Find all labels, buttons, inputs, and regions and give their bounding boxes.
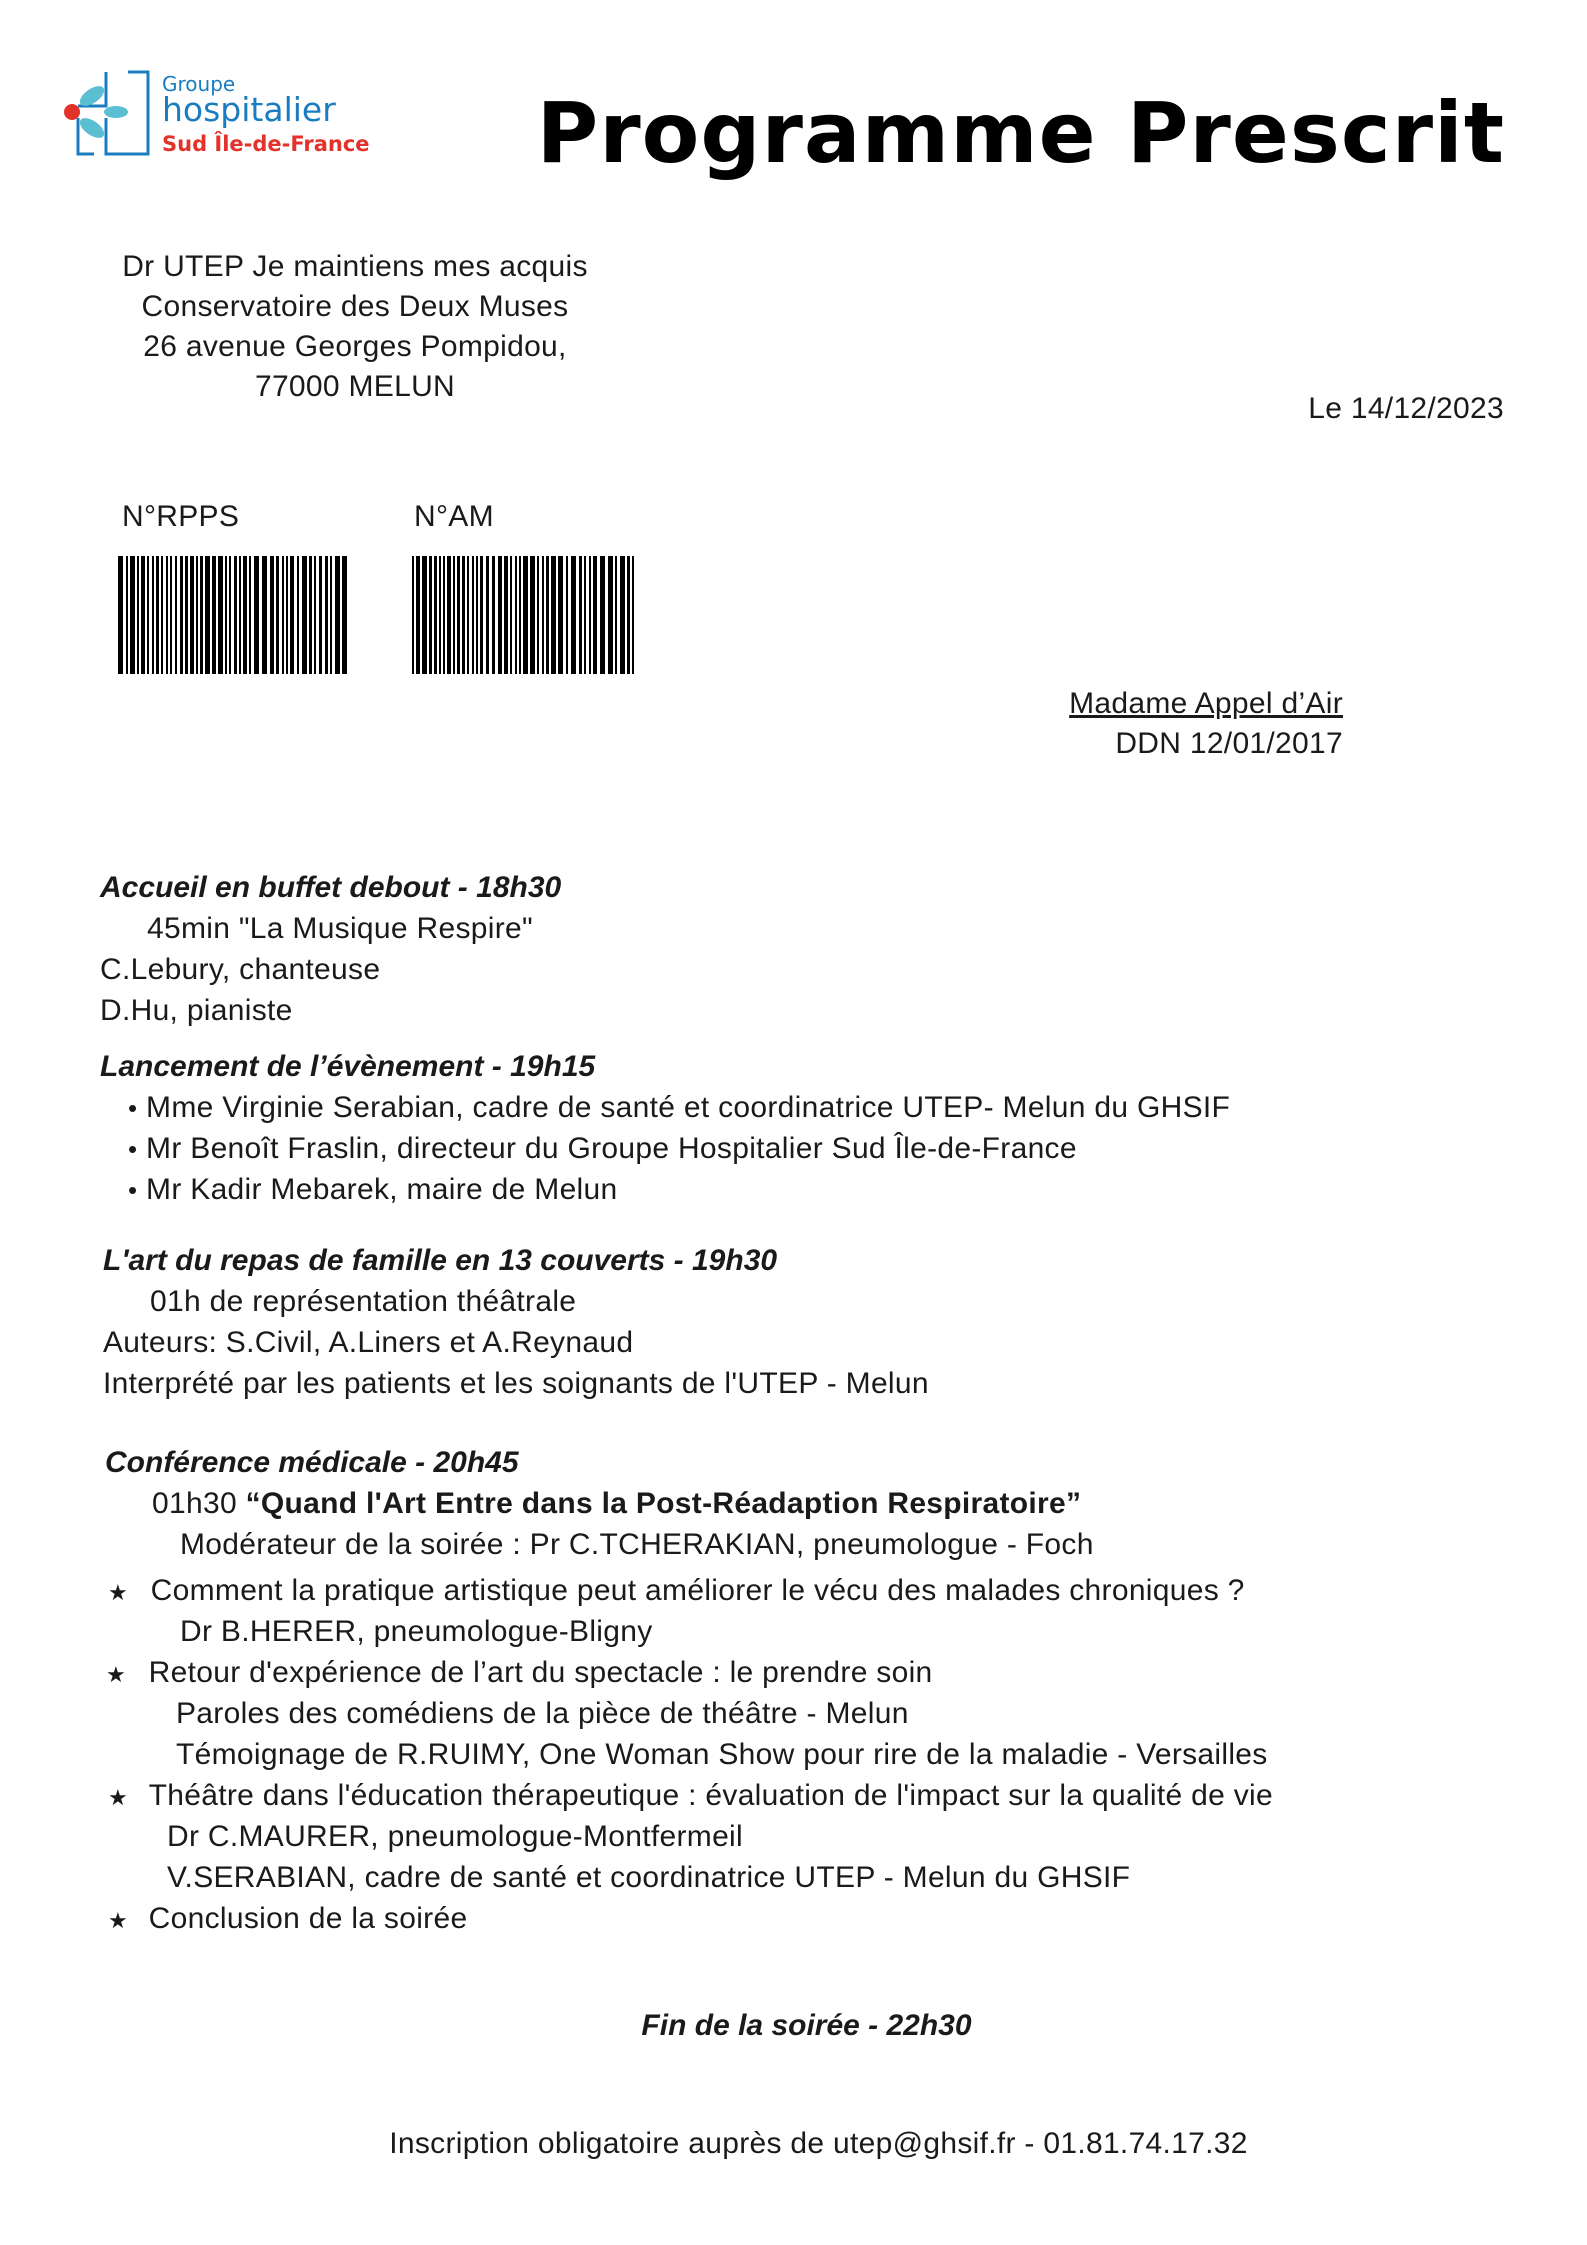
barcode-bar	[141, 556, 145, 674]
barcode-bar	[571, 556, 576, 674]
barcode-bar	[330, 556, 332, 674]
rpps-label: N°RPPS	[122, 500, 240, 533]
barcode-bar	[239, 556, 241, 674]
barcode-bar	[476, 556, 478, 674]
barcode-bar	[546, 556, 549, 674]
barcode-bar	[551, 556, 556, 674]
barcode-bar	[205, 556, 210, 674]
barcode-bar	[416, 556, 420, 674]
star-bullet-icon: ★	[108, 1580, 129, 1605]
barcode-bar	[282, 556, 284, 674]
section-line: Interprété par les patients et les soignants de l'UTEP - Melun	[103, 1367, 929, 1400]
barcode-bar	[480, 556, 483, 674]
barcode-bar	[212, 556, 216, 674]
barcode-bar	[589, 556, 591, 674]
barcode-bar	[542, 556, 544, 674]
footer-registration: Inscription obligatoire auprès de utep@ghsif.fr - 01.81.74.17.32	[389, 2127, 1248, 2160]
barcode-bar	[627, 556, 630, 674]
list-item-sub: Paroles des comédiens de la pièce de théâtre - Melun	[176, 1697, 909, 1730]
barcode-bar	[519, 556, 521, 674]
barcode-bar	[492, 556, 495, 674]
list-item	[128, 1129, 1077, 1169]
doctor-name: Dr UTEP Je maintiens mes acquis	[122, 250, 588, 283]
barcode-bar	[225, 556, 227, 674]
barcode-bar	[472, 556, 474, 674]
barcode-bar	[523, 556, 528, 674]
barcode-bar	[302, 556, 307, 674]
barcode-bar	[443, 556, 445, 674]
list-item	[106, 1653, 933, 1695]
barcode-bar	[147, 556, 149, 674]
logo-line-2: hospitalier	[162, 90, 336, 129]
barcode-bar	[270, 556, 274, 674]
rpps-barcode	[118, 556, 350, 674]
barcode-bar	[566, 556, 568, 674]
barcode-bar	[309, 556, 312, 674]
barcode-bar	[434, 556, 437, 674]
barcode-bar	[137, 556, 139, 674]
barcode-bar	[166, 556, 168, 674]
bullet-icon: •	[128, 1175, 138, 1205]
list-item-text: Mr Kadir Mebarek, maire de Melun	[146, 1173, 618, 1206]
doctor-place: Conservatoire des Deux Muses	[141, 290, 569, 323]
list-item-text: Théâtre dans l'éducation thérapeutique : évaluation de l'impact sur la qualité de vie	[148, 1779, 1273, 1812]
barcode-bar	[593, 556, 597, 674]
doctor-city: 77000 MELUN	[254, 370, 456, 403]
barcode-bar	[579, 556, 582, 674]
barcode-bar	[515, 556, 517, 674]
barcode-bar	[118, 556, 123, 674]
list-item	[108, 1776, 1273, 1818]
barcode-bar	[342, 556, 347, 674]
barcode-bar	[254, 556, 259, 674]
barcode-bar	[297, 556, 299, 674]
section-line: D.Hu, pianiste	[100, 994, 293, 1027]
barcode-bar	[196, 556, 198, 674]
barcode-bar	[170, 556, 172, 674]
section-heading: Lancement de l’évènement - 19h15	[100, 1050, 596, 1083]
barcode-bar	[620, 556, 625, 674]
barcode-bar	[584, 556, 586, 674]
patient-ddn: DDN 12/01/2017	[1115, 727, 1343, 760]
barcode-bar	[249, 556, 251, 674]
barcode-bar	[130, 556, 135, 674]
barcode-bar	[234, 556, 237, 674]
barcode-bar	[537, 556, 539, 674]
talk-duration: 01h30	[152, 1487, 237, 1520]
list-item-sub: V.SERABIAN, cadre de santé et coordinatrice UTEP - Melun du GHSIF	[167, 1861, 1131, 1894]
barcode-bar	[447, 556, 451, 674]
barcode-bar	[276, 556, 279, 674]
section-line: 01h de représentation théâtrale	[150, 1285, 577, 1318]
section-heading: Accueil en buffet debout - 18h30	[100, 871, 562, 904]
barcode-bar	[314, 556, 316, 674]
barcode-bar	[498, 556, 502, 674]
am-barcode	[412, 556, 642, 674]
section-line: 45min "La Musique Respire"	[147, 912, 533, 945]
barcode-bar	[126, 556, 128, 674]
list-item-text: Conclusion de la soirée	[148, 1902, 468, 1935]
list-item-sub: Dr B.HERER, pneumologue-Bligny	[180, 1615, 653, 1648]
barcode-bar	[200, 556, 203, 674]
barcode-bar	[290, 556, 294, 674]
barcode-bar	[422, 556, 427, 674]
barcode-bar	[243, 556, 247, 674]
barcode-bar	[180, 556, 183, 674]
list-item-text: Retour d'expérience de l’art du spectacle : le prendre soin	[148, 1656, 933, 1689]
bullet-icon: •	[128, 1134, 138, 1164]
list-item-sub: Dr C.MAURER, pneumologue-Montfermeil	[167, 1820, 743, 1853]
barcode-bar	[558, 556, 563, 674]
list-item-text: Comment la pratique artistique peut améliorer le vécu des malades chroniques ?	[150, 1574, 1245, 1607]
end-of-evening: Fin de la soirée - 22h30	[641, 2009, 972, 2042]
barcode-bar	[229, 556, 231, 674]
section-line: Auteurs: S.Civil, A.Liners et A.Reynaud	[103, 1326, 634, 1359]
logo-mark-icon	[58, 66, 158, 162]
barcode-bar	[504, 556, 508, 674]
section-heading: Conférence médicale - 20h45	[105, 1446, 519, 1479]
barcode-bar	[429, 556, 432, 674]
list-item	[108, 1571, 1245, 1613]
list-item	[128, 1170, 617, 1210]
barcode-bar	[175, 556, 177, 674]
barcode-bar	[325, 556, 328, 674]
barcode-bar	[600, 556, 605, 674]
barcode-bar	[218, 556, 223, 674]
barcode-bar	[412, 556, 414, 674]
barcode-bar	[161, 556, 163, 674]
barcode-bar	[262, 556, 267, 674]
section-heading: L'art du repas de famille en 13 couverts - 19h30	[103, 1244, 778, 1277]
talk-line	[152, 1484, 1081, 1524]
barcode-bar	[457, 556, 460, 674]
document-date: Le 14/12/2023	[1308, 392, 1504, 425]
star-bullet-icon: ★	[106, 1662, 127, 1687]
barcode-bar	[453, 556, 455, 674]
doctor-street: 26 avenue Georges Pompidou,	[143, 330, 567, 363]
barcode-bar	[530, 556, 535, 674]
barcode-bar	[286, 556, 288, 674]
barcode-bar	[462, 556, 465, 674]
logo	[58, 66, 370, 162]
list-item	[128, 1088, 1230, 1128]
section-line: C.Lebury, chanteuse	[100, 953, 381, 986]
barcode-bar	[467, 556, 469, 674]
barcode-bar	[608, 556, 613, 674]
star-bullet-icon: ★	[108, 1908, 129, 1933]
list-item-text: Mme Virginie Serabian, cadre de santé et coordinatrice UTEP- Melun du GHSIF	[146, 1091, 1231, 1124]
doctor-block	[60, 247, 650, 407]
barcode-bar	[510, 556, 512, 674]
barcode-bar	[319, 556, 322, 674]
barcode-bar	[615, 556, 617, 674]
star-bullet-icon: ★	[108, 1785, 129, 1810]
barcode-bar	[185, 556, 188, 674]
barcode-bar	[152, 556, 154, 674]
patient-name: Madame Appel d’Air	[1069, 687, 1343, 720]
barcode-bar	[335, 556, 340, 674]
list-item-text: Mr Benoît Fraslin, directeur du Groupe Hospitalier Sud Île-de-France	[146, 1132, 1077, 1165]
list-item	[108, 1899, 467, 1941]
barcode-bar	[486, 556, 489, 674]
barcode-bar	[190, 556, 194, 674]
list-item-sub: Témoignage de R.RUIMY, One Woman Show pour rire de la maladie - Versailles	[176, 1738, 1268, 1771]
barcode-bar	[439, 556, 441, 674]
am-label: N°AM	[414, 500, 494, 533]
barcode-bar	[632, 556, 634, 674]
bullet-icon: •	[128, 1093, 138, 1123]
moderator-line: Modérateur de la soirée : Pr C.TCHERAKIAN, pneumologue - Foch	[180, 1528, 1094, 1561]
barcode-bar	[156, 556, 159, 674]
logo-line-3: Sud Île-de-France	[162, 132, 370, 156]
talk-title: “Quand l'Art Entre dans la Post-Réadaption Respiratoire”	[245, 1487, 1082, 1520]
page-title: Programme Prescrit	[536, 84, 1505, 182]
logo-line-1: Groupe	[162, 72, 236, 96]
